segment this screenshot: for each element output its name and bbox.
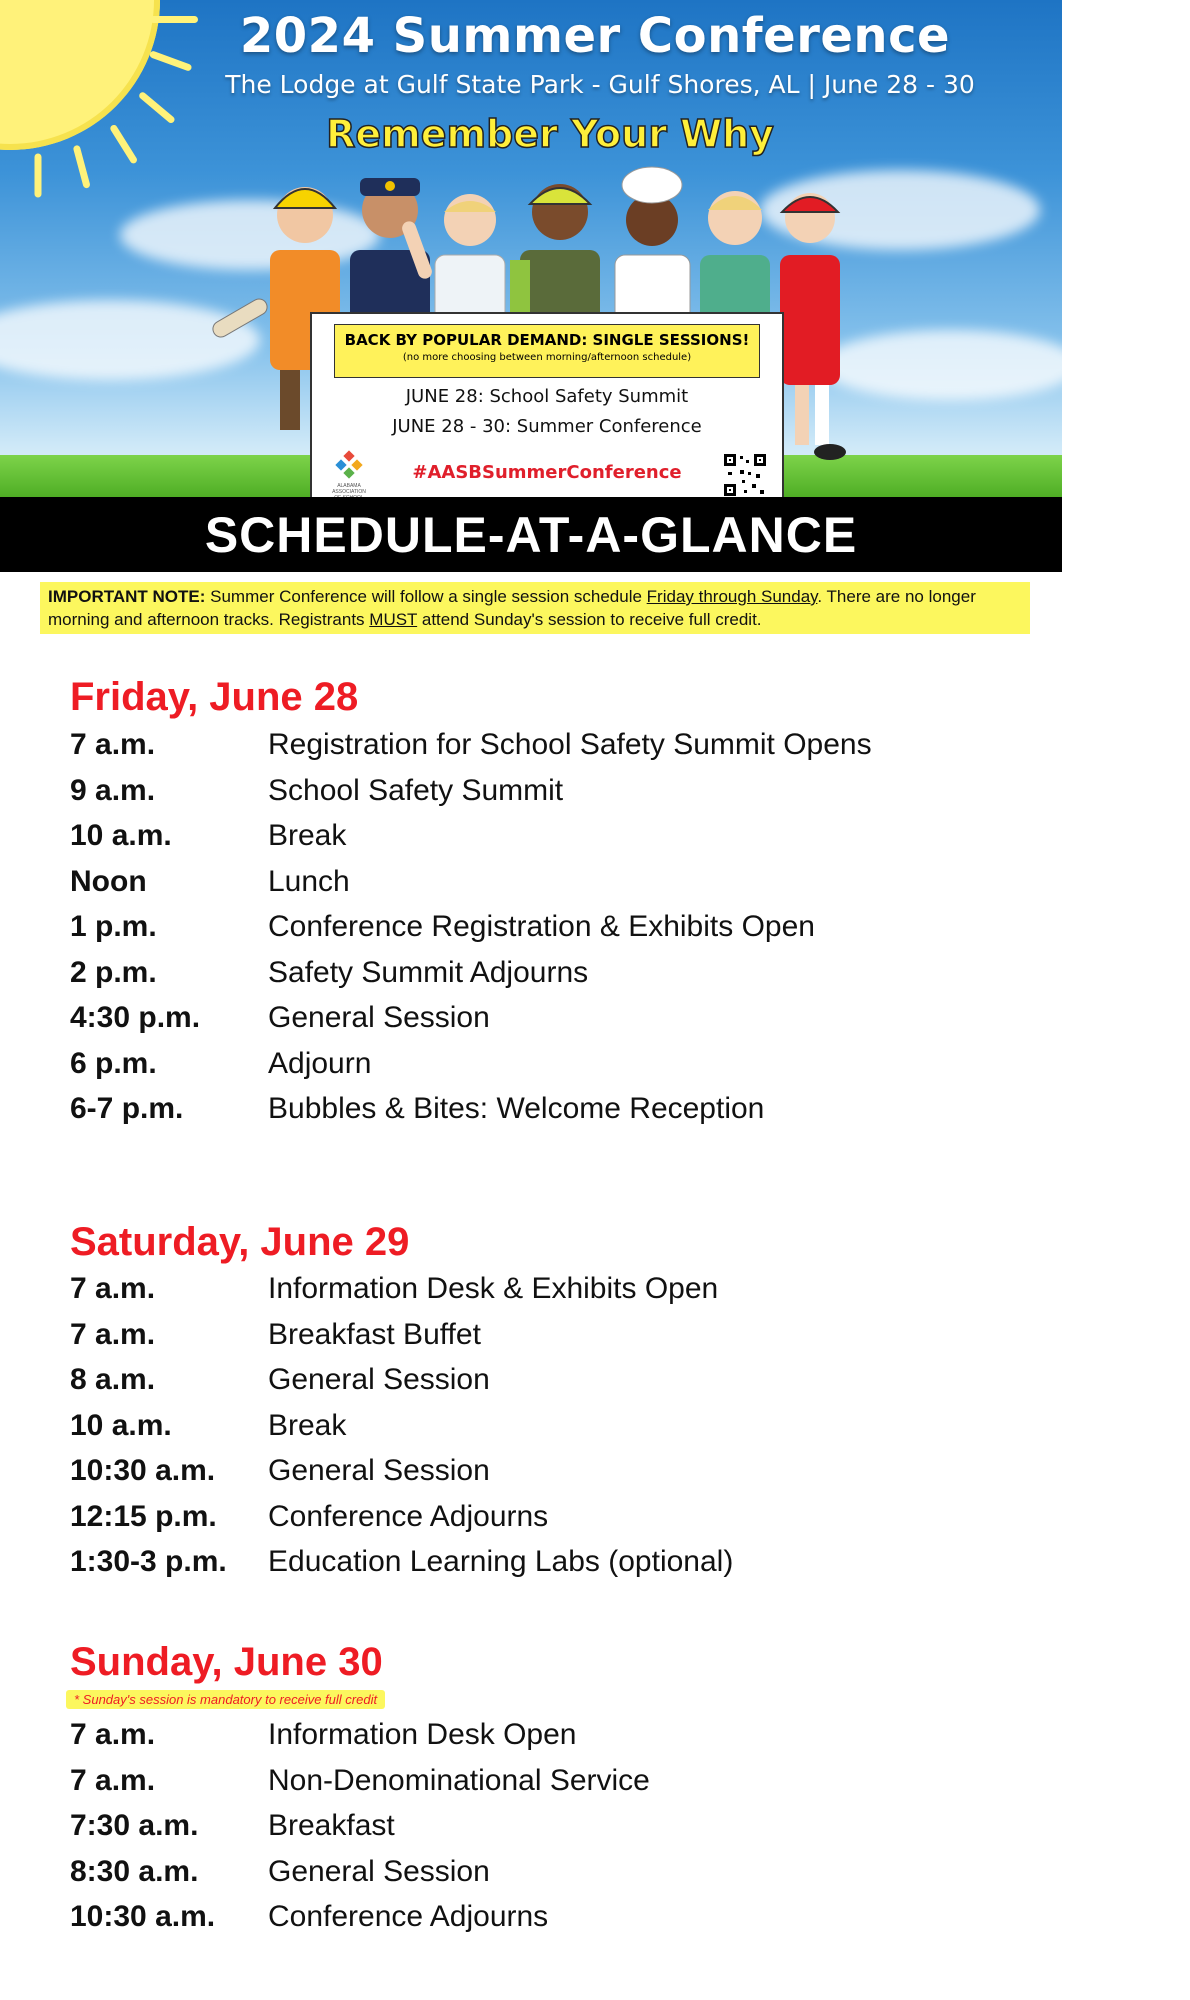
schedule-event: Break [268,819,347,852]
schedule-time: 1 p.m. [70,910,157,943]
hero-image [0,0,1062,497]
schedule-event: Breakfast [268,1809,395,1842]
sign-line-conference: JUNE 28 - 30: Summer Conference [392,416,702,437]
schedule-event: Lunch [268,865,350,898]
schedule-event: Safety Summit Adjourns [268,956,589,989]
important-note-must: MUST [369,610,418,629]
schedule-event: Breakfast Buffet [268,1318,481,1351]
schedule-time: 7 a.m. [70,1272,156,1305]
schedule-time: 10 a.m. [70,819,172,852]
sign-line-summit: JUNE 28: School Safety Summit [405,386,689,407]
announcement-sign [310,312,784,506]
schedule-time: 7 a.m. [70,728,156,761]
schedule-event: Information Desk & Exhibits Open [268,1272,719,1305]
important-note-days: Friday through Sunday [646,587,818,606]
schedule-time: 7 a.m. [70,1764,156,1797]
important-note-text: attend Sunday's session to receive full credit. [417,610,762,629]
important-note-label: IMPORTANT NOTE: [48,587,206,606]
schedule-event: Education Learning Labs (optional) [268,1545,734,1578]
schedule-event: General Session [268,1454,490,1487]
mandatory-note: * Sunday's session is mandatory to receive full credit [66,1690,385,1709]
schedule-event: Bubbles & Bites: Welcome Reception [268,1092,765,1125]
schedule-time: 7 a.m. [70,1318,156,1351]
schedule-event: Conference Registration & Exhibits Open [268,910,815,943]
day-heading-sunday: Sunday, June 30 [70,1640,383,1684]
schedule-event: General Session [268,1855,490,1888]
schedule-time: 10:30 a.m. [70,1900,216,1933]
schedule-event: Adjourn [268,1047,372,1080]
schedule-event: Registration for School Safety Summit Opens [268,728,872,761]
schedule-time: 2 p.m. [70,956,157,989]
schedule-time: 8:30 a.m. [70,1855,199,1888]
qr-code-icon[interactable] [722,452,768,498]
schedule-event: School Safety Summit [268,774,564,807]
schedule-time: 6-7 p.m. [70,1092,184,1125]
conference-title: 2024 Summer Conference [239,8,951,64]
schedule-event: Non-Denominational Service [268,1764,650,1797]
schedule-time: 7 a.m. [70,1718,156,1751]
schedule-event: Conference Adjourns [268,1900,549,1933]
schedule-time: 1:30-3 p.m. [70,1545,227,1578]
schedule-time: 7:30 a.m. [70,1809,199,1842]
conference-theme: Remember Your Why [326,112,774,156]
schedule-time: 6 p.m. [70,1047,157,1080]
schedule-time: 9 a.m. [70,774,156,807]
sign-hashtag: #AASBSummerConference [412,462,682,483]
sun-ray [35,154,42,198]
schedule-event: General Session [268,1001,490,1034]
schedule-event: Conference Adjourns [268,1500,549,1533]
schedule-time: 12:15 p.m. [70,1500,217,1533]
schedule-event: Break [268,1409,347,1442]
sign-banner [334,324,760,378]
important-note [40,582,1030,634]
conference-location: The Lodge at Gulf State Park - Gulf Shores, AL | June 28 - 30 [225,70,975,99]
aasb-logo-icon [336,452,362,478]
sign-banner-sub: (no more choosing between morning/afternoon schedule) [402,352,692,363]
schedule-banner: SCHEDULE-AT-A-GLANCE [0,497,1062,572]
schedule-time: Noon [70,865,147,898]
day-heading-saturday: Saturday, June 29 [70,1220,410,1264]
sign-banner-main: BACK BY POPULAR DEMAND: SINGLE SESSIONS! [344,331,750,349]
schedule-time: 4:30 p.m. [70,1001,201,1034]
schedule-time: 8 a.m. [70,1363,156,1396]
schedule-time: 10:30 a.m. [70,1454,216,1487]
schedule-time: 10 a.m. [70,1409,172,1442]
important-note-text: Summer Conference will follow a single session schedule [205,587,647,606]
day-heading-friday: Friday, June 28 [70,675,359,719]
schedule-event: Information Desk Open [268,1718,577,1751]
important-note-text: . There are no longer morning and afternoon tracks. Registrants [48,587,976,629]
schedule-event: General Session [268,1363,490,1396]
aasb-logo-text: ALABAMA ASSOCIATION [332,483,366,495]
